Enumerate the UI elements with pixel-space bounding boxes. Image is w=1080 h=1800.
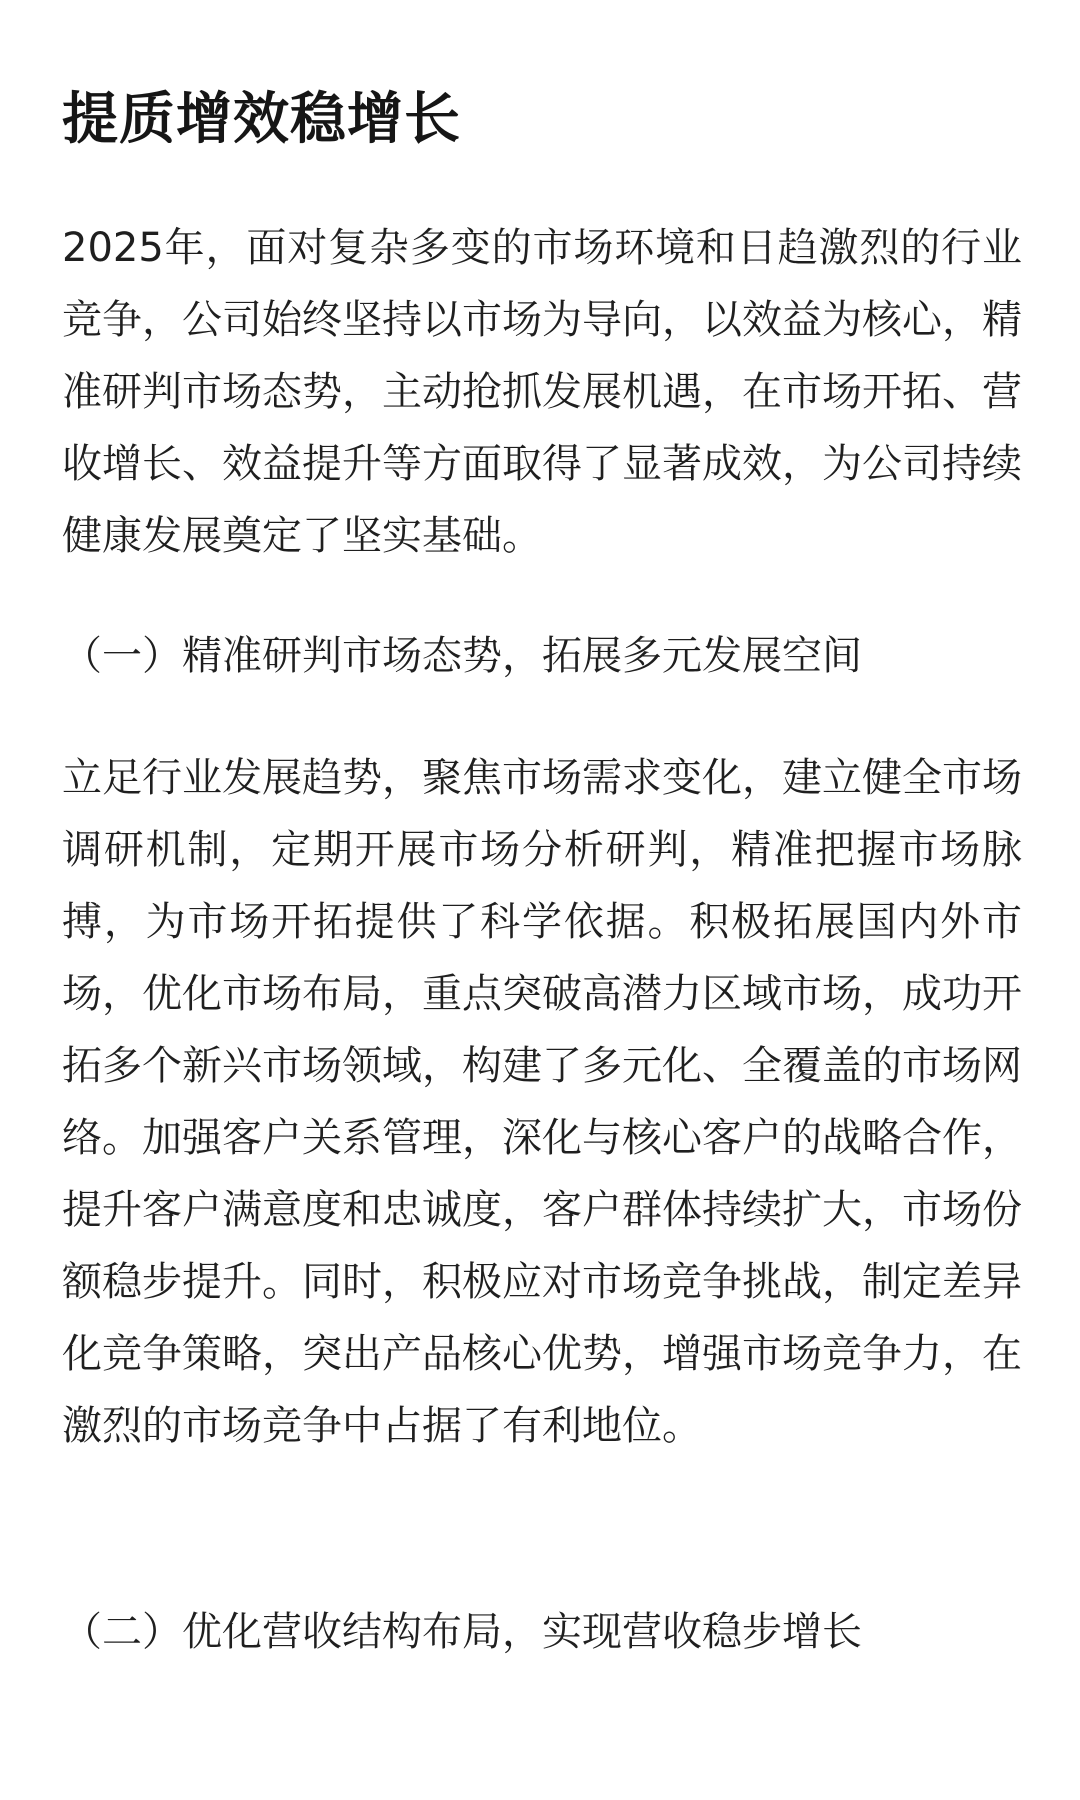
intro-paragraph: 2025年，面对复杂多变的市场环境和日趋激烈的行业竞争，公司始终坚持以市场为导向，以效益为核心，精准研判市场态势，主动抢抓发展机遇，在市场开拓、营收增长、效益提升等方面取得了显著成效，为公司持续健康发展奠定了坚实基础。 [62, 225, 1022, 559]
section-heading-1: （一）精准研判市场态势，拓展多元发展空间 [62, 633, 862, 679]
article-title: 提质增效稳增长 [62, 87, 461, 152]
section-1-paragraph: 立足行业发展趋势，聚焦市场需求变化，建立健全市场调研机制，定期开展市场分析研判，精准把握市场脉搏，为市场开拓提供了科学依据。积极拓展国内外市场，优化市场布局，重点突破高潜力区域市场，成功开拓多个新兴市场领域，构建了多元化、全覆盖的市场网络。加强客户关系管理，深化与核心客户的战略合作，提升客户满意度和忠诚度，客户群体持续扩大，市场份额稳步提升。同时，积极应对市场竞争挑战，制定差异化竞争策略，突出产品核心优势，增强市场竞争力，在激烈的市场竞争中占据了有利地位。 [62, 755, 1022, 1449]
section-heading-2: （二）优化营收结构布局，实现营收稳步增长 [62, 1609, 862, 1655]
